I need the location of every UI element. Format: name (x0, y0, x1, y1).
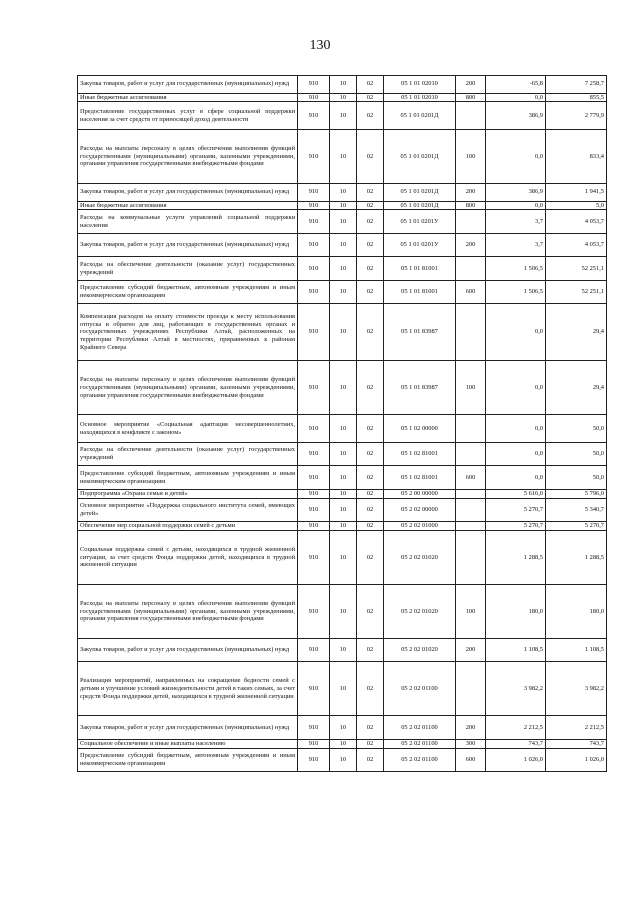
ministry-code-cell: 910 (298, 129, 330, 183)
ministry-code-cell: 910 (298, 716, 330, 740)
subsection-code-cell: 02 (357, 257, 384, 281)
amount-total-cell: 7 258,7 (546, 76, 607, 94)
ministry-code-cell: 910 (298, 183, 330, 201)
section-code-cell: 10 (330, 739, 357, 748)
ministry-code-cell: 910 (298, 466, 330, 490)
amount-change-cell: 1 288,5 (486, 530, 546, 584)
expense-type-cell: 200 (456, 76, 486, 94)
section-code-cell: 10 (330, 662, 357, 716)
table-row (78, 638, 607, 662)
section-code-cell: 10 (330, 530, 357, 584)
expense-type-cell (456, 415, 486, 443)
ministry-code-cell: 910 (298, 201, 330, 210)
row-name-cell: Закупка товаров, работ и услуг для государственных (муниципальных) нужд (78, 233, 298, 257)
amount-change-cell: 3,7 (486, 233, 546, 257)
subsection-code-cell: 02 (357, 442, 384, 466)
table-row (78, 498, 607, 522)
amount-change-cell: 5 616,0 (486, 489, 546, 498)
table-row (78, 183, 607, 201)
amount-total-cell: 52 251,1 (546, 280, 607, 304)
expense-type-cell: 600 (456, 280, 486, 304)
row-name-cell: Расходы на обеспечение деятельности (оказание услуг) государственных учреждений (78, 442, 298, 466)
row-name-cell: Иные бюджетные ассигнования (78, 201, 298, 210)
ministry-code-cell: 910 (298, 304, 330, 361)
amount-change-cell: 0,0 (486, 93, 546, 102)
amount-total-cell: 50,0 (546, 442, 607, 466)
section-code-cell: 10 (330, 522, 357, 531)
table-row (78, 280, 607, 304)
row-name-cell: Расходы на коммунальные услуги управлений социальной поддержки населения (78, 210, 298, 234)
expense-type-cell: 800 (456, 201, 486, 210)
amount-total-cell: 5 340,7 (546, 498, 607, 522)
target-article-cell: 05 2 00 00000 (384, 489, 456, 498)
subsection-code-cell: 02 (357, 210, 384, 234)
amount-total-cell: 29,4 (546, 361, 607, 415)
target-article-cell: 05 1 01 81001 (384, 280, 456, 304)
subsection-code-cell: 02 (357, 415, 384, 443)
target-article-cell: 05 2 02 01100 (384, 748, 456, 772)
subsection-code-cell: 02 (357, 739, 384, 748)
amount-total-cell: 5,0 (546, 201, 607, 210)
amount-change-cell: 3,7 (486, 210, 546, 234)
subsection-code-cell: 02 (357, 361, 384, 415)
amount-change-cell: 0,0 (486, 442, 546, 466)
expense-type-cell: 600 (456, 466, 486, 490)
subsection-code-cell: 02 (357, 662, 384, 716)
amount-total-cell: 52 251,1 (546, 257, 607, 281)
expense-type-cell (456, 522, 486, 531)
amount-total-cell: 1 941,5 (546, 183, 607, 201)
table-row (78, 716, 607, 740)
target-article-cell: 05 1 01 0201У (384, 233, 456, 257)
table-row (78, 584, 607, 638)
row-name-cell: Социальное обеспечение и иные выплаты населению (78, 739, 298, 748)
table-row (78, 489, 607, 498)
expense-type-cell: 300 (456, 739, 486, 748)
row-name-cell: Закупка товаров, работ и услуг для государственных (муниципальных) нужд (78, 638, 298, 662)
expense-type-cell: 200 (456, 233, 486, 257)
section-code-cell: 10 (330, 210, 357, 234)
expense-type-cell (456, 498, 486, 522)
target-article-cell: 05 2 02 01000 (384, 522, 456, 531)
target-article-cell: 05 1 01 02010 (384, 76, 456, 94)
row-name-cell: Иные бюджетные ассигнования (78, 93, 298, 102)
subsection-code-cell: 02 (357, 530, 384, 584)
ministry-code-cell: 910 (298, 257, 330, 281)
ministry-code-cell: 910 (298, 415, 330, 443)
amount-total-cell: 743,7 (546, 739, 607, 748)
row-name-cell: Предоставление субсидий бюджетным, автономным учреждениям и иным некоммерческим организациям (78, 280, 298, 304)
table-row (78, 233, 607, 257)
ministry-code-cell: 910 (298, 530, 330, 584)
section-code-cell: 10 (330, 257, 357, 281)
subsection-code-cell: 02 (357, 522, 384, 531)
target-article-cell: 05 1 01 02010 (384, 93, 456, 102)
row-name-cell: Обеспечение мер социальной поддержки семей с детьми (78, 522, 298, 531)
expense-type-cell: 200 (456, 716, 486, 740)
subsection-code-cell: 02 (357, 93, 384, 102)
amount-total-cell: 4 053,7 (546, 210, 607, 234)
subsection-code-cell: 02 (357, 233, 384, 257)
expense-type-cell (456, 102, 486, 130)
expense-type-cell: 100 (456, 129, 486, 183)
row-name-cell: Закупка товаров, работ и услуг для государственных (муниципальных) нужд (78, 716, 298, 740)
table-row (78, 257, 607, 281)
ministry-code-cell: 910 (298, 361, 330, 415)
amount-change-cell: 1 026,0 (486, 748, 546, 772)
amount-total-cell: 833,4 (546, 129, 607, 183)
ministry-code-cell: 910 (298, 76, 330, 94)
ministry-code-cell: 910 (298, 93, 330, 102)
target-article-cell: 05 2 02 01100 (384, 716, 456, 740)
expense-type-cell: 800 (456, 93, 486, 102)
target-article-cell: 05 1 01 0201Д (384, 183, 456, 201)
page-number: 130 (309, 38, 331, 53)
target-article-cell: 05 1 01 83987 (384, 361, 456, 415)
subsection-code-cell: 02 (357, 76, 384, 94)
section-code-cell: 10 (330, 280, 357, 304)
target-article-cell: 05 1 01 81001 (384, 257, 456, 281)
section-code-cell: 10 (330, 489, 357, 498)
table-row (78, 210, 607, 234)
section-code-cell: 10 (330, 129, 357, 183)
amount-change-cell: 386,9 (486, 183, 546, 201)
amount-total-cell: 50,0 (546, 415, 607, 443)
section-code-cell: 10 (330, 76, 357, 94)
ministry-code-cell: 910 (298, 489, 330, 498)
target-article-cell: 05 1 02 81001 (384, 442, 456, 466)
amount-total-cell: 3 982,2 (546, 662, 607, 716)
target-article-cell: 05 2 02 01020 (384, 584, 456, 638)
expense-type-cell (456, 257, 486, 281)
section-code-cell: 10 (330, 466, 357, 490)
subsection-code-cell: 02 (357, 102, 384, 130)
amount-total-cell: 50,0 (546, 466, 607, 490)
target-article-cell: 05 2 02 01100 (384, 739, 456, 748)
expense-type-cell (456, 210, 486, 234)
target-article-cell: 05 1 02 00000 (384, 415, 456, 443)
amount-change-cell: 1 506,5 (486, 257, 546, 281)
expense-type-cell: 100 (456, 584, 486, 638)
section-code-cell: 10 (330, 183, 357, 201)
expense-type-cell: 200 (456, 638, 486, 662)
row-name-cell: Основное мероприятие «Социальная адаптация несовершеннолетних, находящихся в конфликте с законом» (78, 415, 298, 443)
expense-type-cell (456, 489, 486, 498)
subsection-code-cell: 02 (357, 638, 384, 662)
row-name-cell: Расходы на обеспечение деятельности (оказание услуг) государственных учреждений (78, 257, 298, 281)
table-row (78, 662, 607, 716)
amount-change-cell: 3 982,2 (486, 662, 546, 716)
table-row (78, 522, 607, 531)
subsection-code-cell: 02 (357, 489, 384, 498)
amount-change-cell: 0,0 (486, 415, 546, 443)
amount-total-cell: 5 796,0 (546, 489, 607, 498)
amount-change-cell: 386,9 (486, 102, 546, 130)
amount-total-cell: 2 212,5 (546, 716, 607, 740)
subsection-code-cell: 02 (357, 280, 384, 304)
subsection-code-cell: 02 (357, 183, 384, 201)
amount-change-cell: 5 270,7 (486, 522, 546, 531)
table-row (78, 102, 607, 130)
amount-total-cell: 1 108,5 (546, 638, 607, 662)
ministry-code-cell: 910 (298, 522, 330, 531)
expense-type-cell: 100 (456, 361, 486, 415)
section-code-cell: 10 (330, 233, 357, 257)
amount-change-cell: 5 270,7 (486, 498, 546, 522)
row-name-cell: Основное мероприятие «Поддержка социального института семей, имеющих детей» (78, 498, 298, 522)
amount-total-cell: 1 026,0 (546, 748, 607, 772)
table-row (78, 466, 607, 490)
expense-type-cell: 600 (456, 748, 486, 772)
target-article-cell: 05 2 02 01020 (384, 530, 456, 584)
ministry-code-cell: 910 (298, 233, 330, 257)
expense-type-cell (456, 662, 486, 716)
section-code-cell: 10 (330, 498, 357, 522)
table-row (78, 748, 607, 772)
expense-type-cell (456, 304, 486, 361)
amount-change-cell: 1 506,5 (486, 280, 546, 304)
target-article-cell: 05 2 02 01100 (384, 662, 456, 716)
target-article-cell: 05 1 01 0201Д (384, 201, 456, 210)
target-article-cell: 05 1 02 81001 (384, 466, 456, 490)
amount-change-cell: 0,0 (486, 201, 546, 210)
ministry-code-cell: 910 (298, 584, 330, 638)
amount-change-cell: 1 108,5 (486, 638, 546, 662)
amount-change-cell: -65,8 (486, 76, 546, 94)
section-code-cell: 10 (330, 748, 357, 772)
row-name-cell: Расходы на выплаты персоналу в целях обеспечения выполнения функций государственными (муниципальными) органами, казенными учреждениями, органами управления государственными внебюджетными фондами (78, 129, 298, 183)
amount-total-cell: 2 779,9 (546, 102, 607, 130)
row-name-cell: Предоставление государственных услуг в сфере социальной поддержки населения за счет средств от приносящей доход деятельности (78, 102, 298, 130)
subsection-code-cell: 02 (357, 201, 384, 210)
amount-change-cell: 2 212,5 (486, 716, 546, 740)
section-code-cell: 10 (330, 201, 357, 210)
section-code-cell: 10 (330, 304, 357, 361)
row-name-cell: Предоставление субсидий бюджетным, автономным учреждениям и иным некоммерческим организациям (78, 748, 298, 772)
target-article-cell: 05 1 01 0201Д (384, 129, 456, 183)
row-name-cell: Закупка товаров, работ и услуг для государственных (муниципальных) нужд (78, 183, 298, 201)
section-code-cell: 10 (330, 442, 357, 466)
ministry-code-cell: 910 (298, 498, 330, 522)
amount-total-cell: 29,4 (546, 304, 607, 361)
target-article-cell: 05 2 02 00000 (384, 498, 456, 522)
subsection-code-cell: 02 (357, 748, 384, 772)
section-code-cell: 10 (330, 716, 357, 740)
section-code-cell: 10 (330, 638, 357, 662)
table-row (78, 361, 607, 415)
section-code-cell: 10 (330, 415, 357, 443)
row-name-cell: Закупка товаров, работ и услуг для государственных (муниципальных) нужд (78, 76, 298, 94)
budget-table-body (78, 76, 607, 772)
row-name-cell: Реализация мероприятий, направленных на сокращение бедности семей с детьми и улучшение условий жизнедеятельности детей в таких семьях, за счет средств Фонда поддержки детей, находящихся в трудной жизненной ситуации (78, 662, 298, 716)
amount-total-cell: 4 053,7 (546, 233, 607, 257)
ministry-code-cell: 910 (298, 662, 330, 716)
target-article-cell: 05 1 01 0201Д (384, 102, 456, 130)
section-code-cell: 10 (330, 584, 357, 638)
budget-table (77, 75, 607, 772)
ministry-code-cell: 910 (298, 442, 330, 466)
row-name-cell: Социальная поддержка семей с детьми, находящихся в трудной жизненной ситуации, за счет средств Фонда поддержки детей, находящихся в трудной жизненной ситуации (78, 530, 298, 584)
row-name-cell: Предоставление субсидий бюджетным, автономным учреждениям и иным некоммерческим организациям (78, 466, 298, 490)
ministry-code-cell: 910 (298, 210, 330, 234)
ministry-code-cell: 910 (298, 748, 330, 772)
expense-type-cell: 200 (456, 183, 486, 201)
target-article-cell: 05 1 01 0201У (384, 210, 456, 234)
amount-change-cell: 0,0 (486, 466, 546, 490)
table-row (78, 304, 607, 361)
table-row (78, 739, 607, 748)
subsection-code-cell: 02 (357, 716, 384, 740)
ministry-code-cell: 910 (298, 280, 330, 304)
subsection-code-cell: 02 (357, 498, 384, 522)
amount-change-cell: 0,0 (486, 304, 546, 361)
amount-total-cell: 855,5 (546, 93, 607, 102)
section-code-cell: 10 (330, 93, 357, 102)
target-article-cell: 05 2 02 01020 (384, 638, 456, 662)
ministry-code-cell: 910 (298, 102, 330, 130)
amount-change-cell: 180,0 (486, 584, 546, 638)
table-row (78, 442, 607, 466)
row-name-cell: Расходы на выплаты персоналу в целях обеспечения выполнения функций государственными (муниципальными) органами, казенными учреждениями, органами управления государственными внебюджетными фондами (78, 584, 298, 638)
subsection-code-cell: 02 (357, 304, 384, 361)
table-row (78, 93, 607, 102)
table-row (78, 129, 607, 183)
table-row (78, 415, 607, 443)
subsection-code-cell: 02 (357, 129, 384, 183)
amount-change-cell: 0,0 (486, 129, 546, 183)
amount-change-cell: 743,7 (486, 739, 546, 748)
ministry-code-cell: 910 (298, 739, 330, 748)
table-row (78, 201, 607, 210)
amount-total-cell: 180,0 (546, 584, 607, 638)
ministry-code-cell: 910 (298, 638, 330, 662)
expense-type-cell (456, 442, 486, 466)
section-code-cell: 10 (330, 361, 357, 415)
row-name-cell: Компенсация расходов на оплату стоимости проезда к месту использования отпуска и обратно для лиц, работающих в государственных органах и государственных учреждениях Республики Алтай, расположенных на территории Республики Алтай в местностях, приравненных к районам Крайнего Севера (78, 304, 298, 361)
amount-total-cell: 1 288,5 (546, 530, 607, 584)
section-code-cell: 10 (330, 102, 357, 130)
subsection-code-cell: 02 (357, 584, 384, 638)
table-row (78, 76, 607, 94)
target-article-cell: 05 1 01 83987 (384, 304, 456, 361)
subsection-code-cell: 02 (357, 466, 384, 490)
amount-change-cell: 0,0 (486, 361, 546, 415)
row-name-cell: Расходы на выплаты персоналу в целях обеспечения выполнения функций государственными (муниципальными) органами, казенными учреждениями, органами управления государственными внебюджетными фондами (78, 361, 298, 415)
expense-type-cell (456, 530, 486, 584)
amount-total-cell: 5 270,7 (546, 522, 607, 531)
row-name-cell: Подпрограмма «Охрана семьи и детей» (78, 489, 298, 498)
table-row (78, 530, 607, 584)
